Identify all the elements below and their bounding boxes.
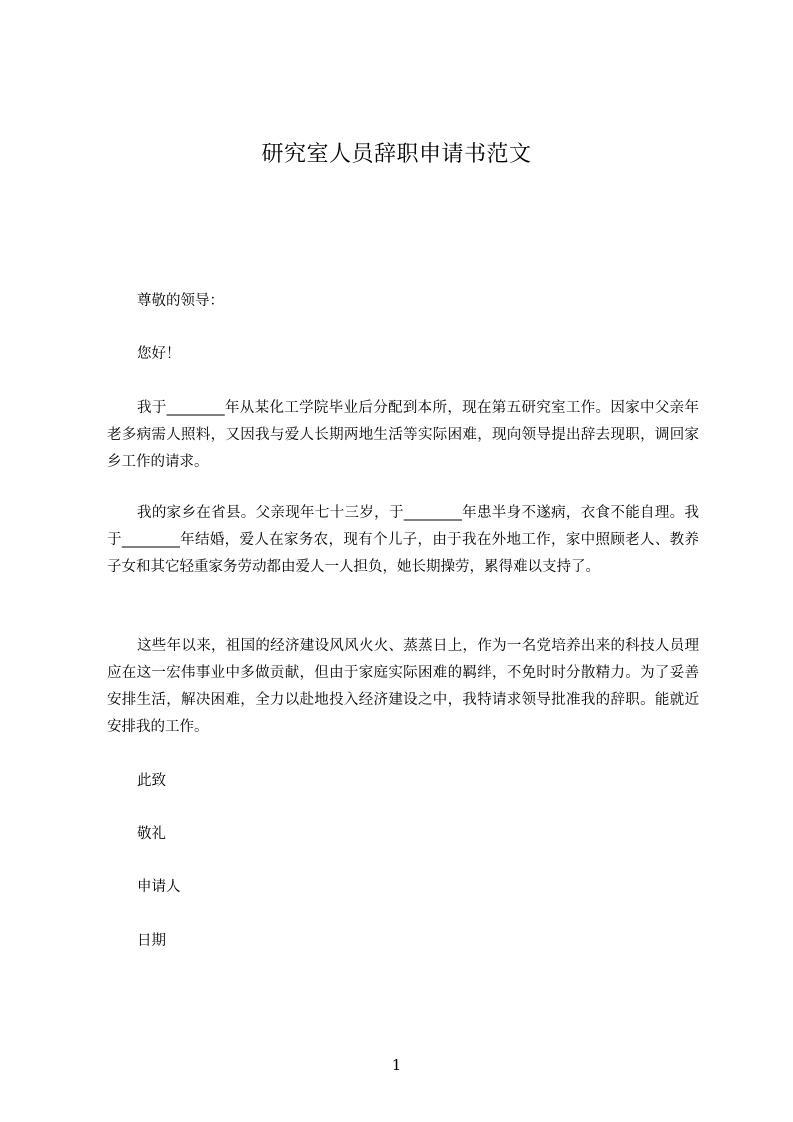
page-number: 1 bbox=[391, 1056, 402, 1074]
paragraph-1: 我于________年从某化工学院毕业后分配到本所，现在第五研究室工作。因家中父亲年老多病需人照料，又因我与爱人长期两地生活等实际困难，现向领导提出辞去现职，调回家乡工作的请求。 bbox=[107, 400, 699, 470]
applicant-label: 申请人 bbox=[137, 879, 181, 895]
paragraph-2: 我的家乡在省县。父亲现年七十三岁，于________年患半身不遂病，衣食不能自理。我于________年结婚，爱人在家务农，现有个儿子，由于我在外地工作，家中照顾老人、教养子女和其它轻重家务劳动都由爱人一人担负，她长期操劳，累得难以支持了。 bbox=[107, 505, 699, 575]
salutation: 尊敬的领导： bbox=[137, 293, 224, 309]
greeting: 您好！ bbox=[137, 346, 181, 362]
date-label: 日期 bbox=[137, 933, 166, 949]
document-title: 研究室人员辞职申请书范文 bbox=[261, 142, 532, 167]
closing-salute: 敬礼 bbox=[137, 826, 166, 842]
paragraph-3: 这些年以来，祖国的经济建设风风火火、蒸蒸日上，作为一名党培养出来的科技人员理应在这一宏伟事业中多做贡献，但由于家庭实际困难的羁绊，不免时时分散精力。为了妥善安排生活，解决困难，全力以赴地投入经济建设之中，我特请求领导批准我的辞职。能就近安排我的工作。 bbox=[107, 638, 699, 735]
closing-regards: 此致 bbox=[137, 773, 166, 789]
